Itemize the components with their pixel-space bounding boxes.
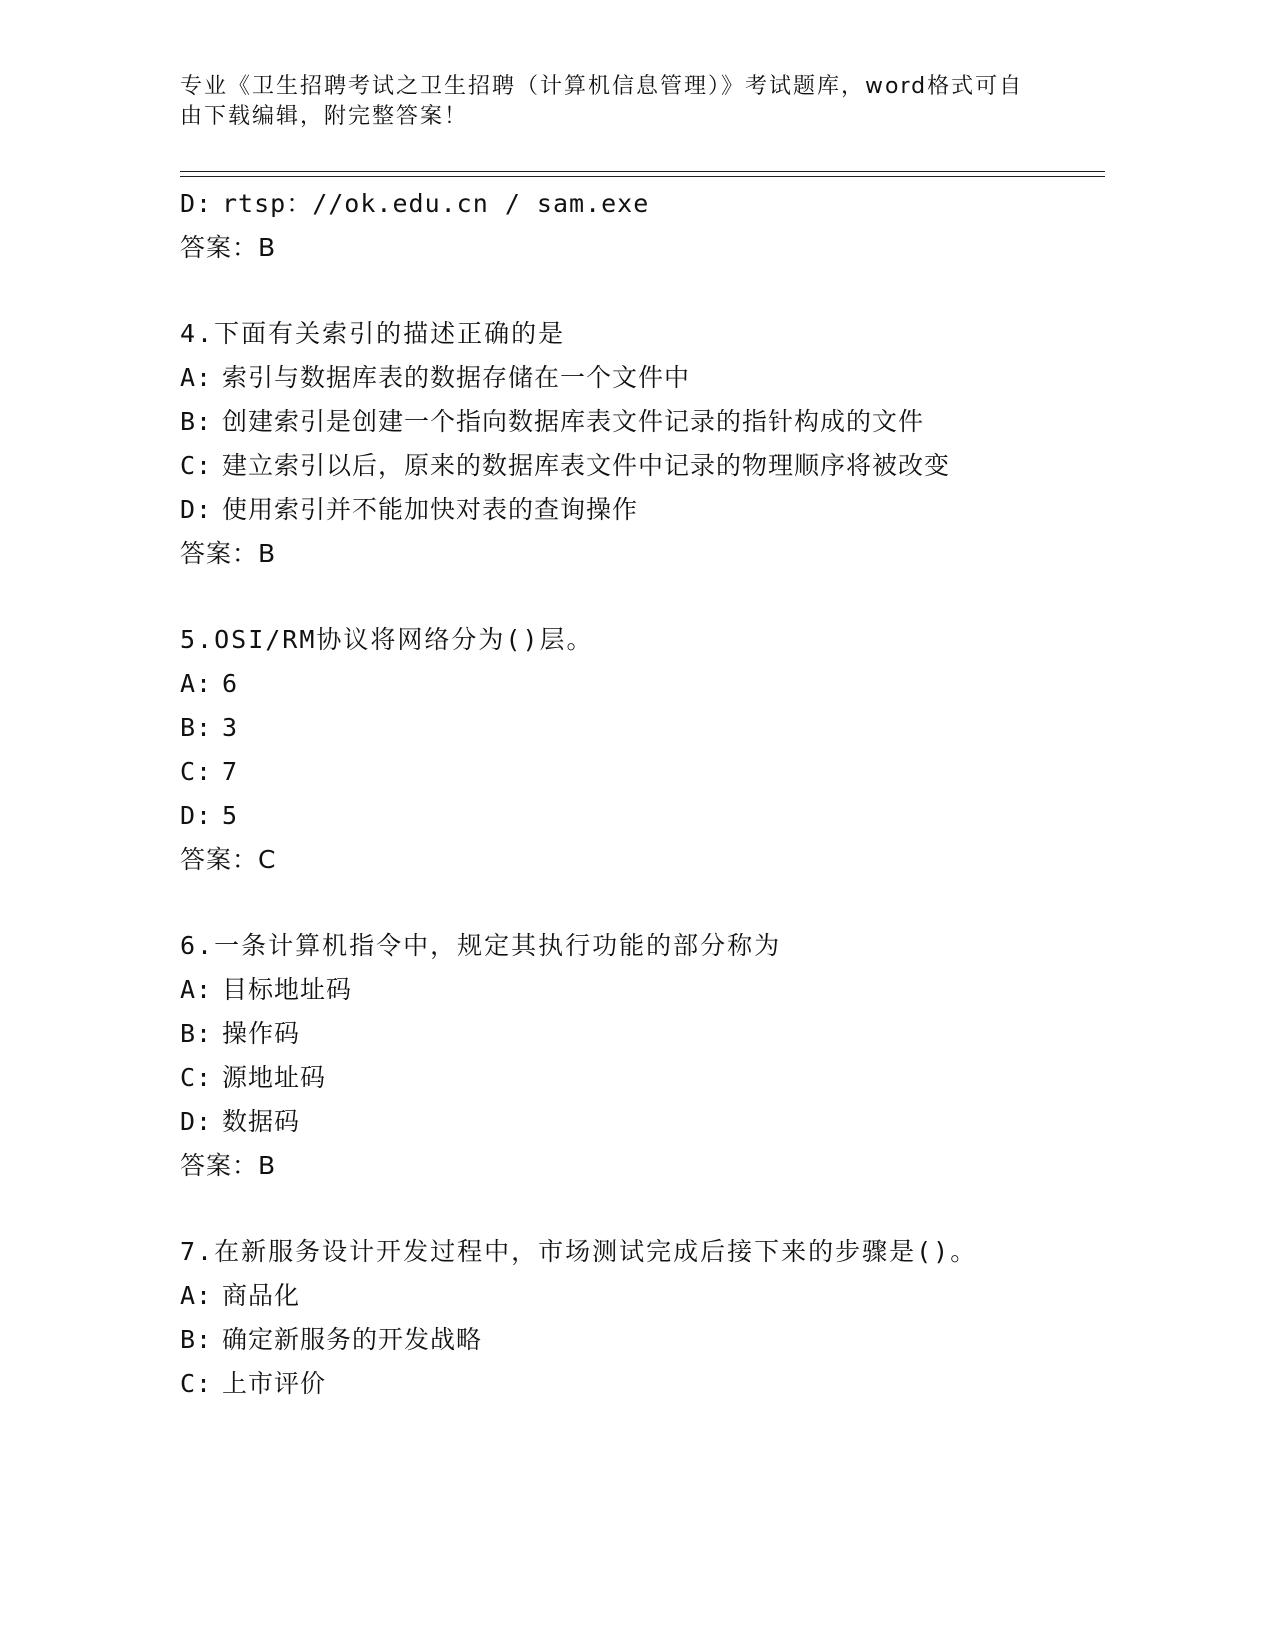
answer-line: 答案：B: [180, 1151, 277, 1180]
option-row: [180, 706, 1120, 750]
option-label: A:: [180, 669, 213, 698]
option-row: [180, 1100, 1120, 1144]
option-row: [180, 400, 1120, 444]
header-divider-bottom: [180, 176, 1105, 177]
spacer: [180, 270, 1120, 312]
option-text: rtsp：//ok.edu.cn / sam.exe: [222, 189, 650, 218]
option-row: [180, 1274, 1120, 1318]
option-row: [180, 1362, 1120, 1406]
header-line-2: 由下载编辑，附完整答案！: [180, 104, 469, 129]
option-row: [180, 182, 1120, 226]
header-divider-top: [180, 171, 1105, 172]
question-title: 4.下面有关索引的描述正确的是: [180, 319, 566, 348]
option-label: B:: [180, 713, 213, 742]
option-text: 6: [222, 669, 239, 698]
option-text: 商品化: [222, 1281, 301, 1310]
option-label: D:: [180, 1107, 213, 1136]
answer-line: 答案：C: [180, 845, 277, 874]
option-text: 数据码: [222, 1107, 301, 1136]
question-title: 7.在新服务设计开发过程中，市场测试完成后接下来的步骤是()。: [180, 1237, 978, 1266]
question-list: [180, 182, 1120, 1406]
question-title: 5.OSI/RM协议将网络分为()层。: [180, 625, 594, 654]
option-label: C:: [180, 757, 213, 786]
option-row: [180, 794, 1120, 838]
option-text: 使用索引并不能加快对表的查询操作: [222, 495, 639, 524]
option-label: A:: [180, 363, 213, 392]
option-row: [180, 750, 1120, 794]
option-row: [180, 662, 1120, 706]
option-text: 确定新服务的开发战略: [222, 1325, 483, 1354]
option-label: B:: [180, 1019, 213, 1048]
option-row: [180, 1318, 1120, 1362]
spacer: [180, 576, 1120, 618]
question-title: 6.一条计算机指令中，规定其执行功能的部分称为: [180, 931, 782, 960]
spacer: [180, 1188, 1120, 1230]
option-text: 3: [222, 713, 239, 742]
option-text: 索引与数据库表的数据存储在一个文件中: [222, 363, 691, 392]
option-row: [180, 968, 1120, 1012]
option-row: [180, 488, 1120, 532]
answer-line: 答案：B: [180, 233, 277, 262]
option-label: C:: [180, 1063, 213, 1092]
option-text: 5: [222, 801, 239, 830]
option-label: C:: [180, 451, 213, 480]
option-text: 创建索引是创建一个指向数据库表文件记录的指针构成的文件: [222, 407, 925, 436]
option-row: [180, 1012, 1120, 1056]
option-label: A:: [180, 975, 213, 1004]
option-text: 操作码: [222, 1019, 301, 1048]
answer-line: 答案：B: [180, 539, 277, 568]
header-line-1: 专业《卫生招聘考试之卫生招聘（计算机信息管理）》考试题库，word格式可自: [180, 74, 1024, 99]
option-label: C:: [180, 1369, 213, 1398]
option-label: A:: [180, 1281, 213, 1310]
spacer: [180, 882, 1120, 924]
option-text: 建立索引以后，原来的数据库表文件中记录的物理顺序将被改变: [222, 451, 951, 480]
option-row: [180, 356, 1120, 400]
option-row: [180, 1056, 1120, 1100]
option-text: 上市评价: [222, 1369, 327, 1398]
option-text: 目标地址码: [222, 975, 353, 1004]
option-text: 7: [222, 757, 239, 786]
option-label: D:: [180, 801, 213, 830]
option-text: 源地址码: [222, 1063, 327, 1092]
document-header: [180, 72, 1060, 132]
option-label: B:: [180, 1325, 213, 1354]
option-label: D:: [180, 189, 213, 218]
option-label: D:: [180, 495, 213, 524]
option-label: B:: [180, 407, 213, 436]
option-row: [180, 444, 1120, 488]
